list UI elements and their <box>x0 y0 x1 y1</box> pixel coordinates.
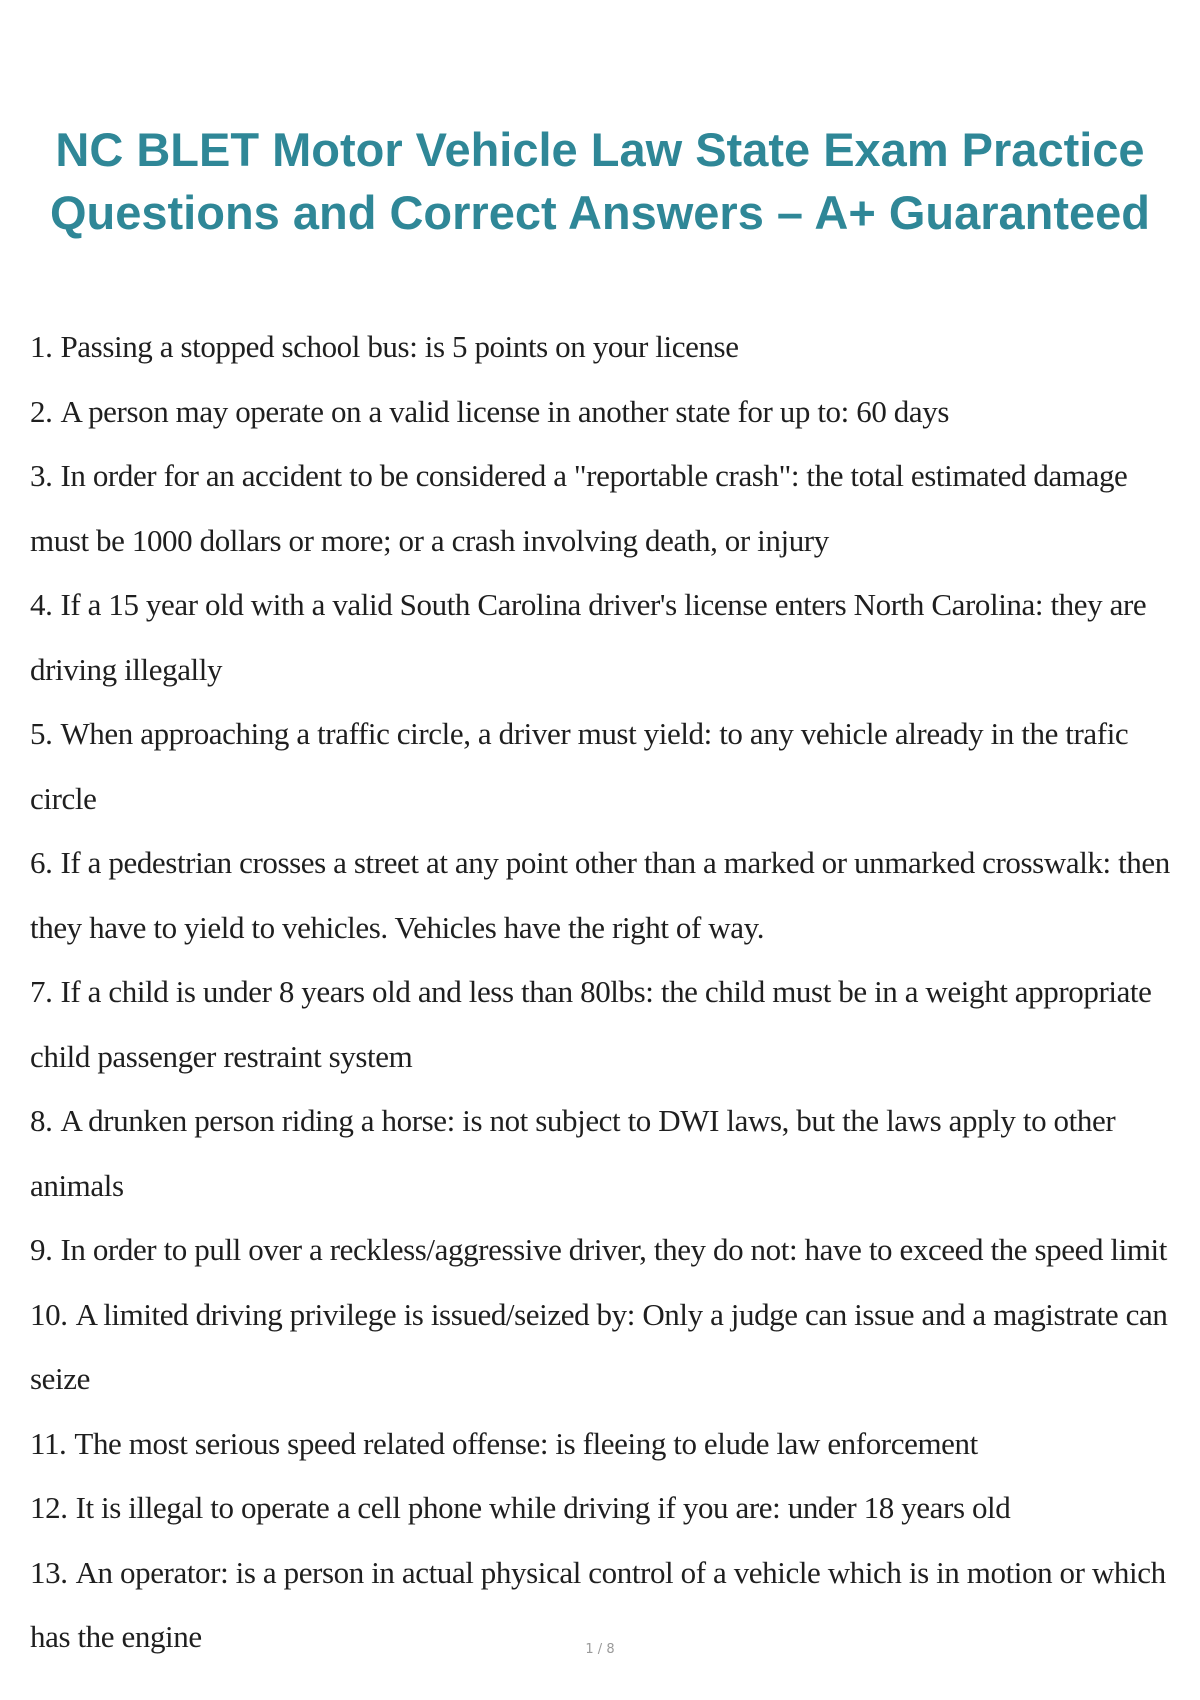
title-line-2: Questions and Correct Answers – A+ Guaranteed <box>49 186 1151 239</box>
answer-text: then they have to yield to vehicles. Vehicles have the right of way. <box>30 845 1170 945</box>
item-number: 9. <box>30 1232 53 1267</box>
answer-text: is a person in actual physical control of a vehicle which is in motion or which has the engine <box>30 1554 1166 1654</box>
item-number: 8. <box>30 1103 53 1138</box>
answer-text: is not subject to DWI laws, but the laws apply to other animals <box>30 1103 1116 1203</box>
item-number: 5. <box>30 716 53 751</box>
answer-text: the total estimated damage must be 1000 dollars or more; or a crash involving death, or injury <box>30 458 1128 558</box>
item-number: 3. <box>30 458 53 493</box>
qa-item <box>30 380 1170 445</box>
question-text: The most serious speed related offense: <box>74 1425 549 1461</box>
qa-item <box>30 573 1170 702</box>
answer-text: Only a judge can issue and a magistrate can seize <box>30 1296 1168 1396</box>
item-number: 13. <box>30 1554 68 1590</box>
answer-text: have to exceed the speed limit <box>804 1232 1167 1267</box>
item-number: 4. <box>30 587 53 622</box>
answer-text: is 5 points on your license <box>424 329 739 364</box>
answer-text: they are driving illegally <box>30 587 1147 687</box>
question-text: If a pedestrian crosses a street at any point other than a marked or unmarked crosswalk: <box>60 845 1111 880</box>
qa-item <box>30 702 1170 831</box>
question-text: If a child is under 8 years old and less than 80lbs: <box>60 974 654 1009</box>
question-text: A person may operate on a valid license in another state for up to: <box>60 393 849 429</box>
qa-item <box>30 1283 1170 1412</box>
title-line-1: NC BLET Motor Vehicle Law State Exam Practice <box>55 123 1145 176</box>
answer-text: to any vehicle already in the trafic circle <box>30 716 1129 816</box>
qa-item <box>30 1476 1170 1541</box>
question-text: An operator: <box>75 1554 229 1590</box>
qa-item <box>30 315 1170 380</box>
question-text: Passing a stopped school bus: <box>60 329 418 364</box>
question-text: A drunken person riding a horse: <box>60 1103 455 1138</box>
question-text: A limited driving privilege is issued/seized by: <box>75 1296 635 1332</box>
question-text: In order for an accident to be considered a "reportable crash": <box>60 458 800 493</box>
item-number: 10. <box>30 1296 68 1332</box>
question-text: When approaching a traffic circle, a driver must yield: <box>60 716 712 751</box>
answer-text: is fleeing to elude law enforcement <box>555 1425 978 1461</box>
item-number: 6. <box>30 845 53 880</box>
answer-text: 60 days <box>856 393 950 429</box>
qa-item <box>30 1412 1170 1477</box>
page-indicator: 1 / 8 <box>585 1642 615 1657</box>
page-title <box>40 118 1160 244</box>
answer-text: under 18 years old <box>787 1490 1011 1525</box>
item-number: 12. <box>30 1490 68 1525</box>
item-number: 2. <box>30 393 53 429</box>
qa-item <box>30 444 1170 573</box>
question-text: It is illegal to operate a cell phone while driving if you are: <box>75 1490 781 1525</box>
item-number: 11. <box>30 1425 67 1461</box>
question-text: If a 15 year old with a valid South Carolina driver's license enters North Carolina: <box>60 587 1044 622</box>
item-number: 1. <box>30 329 53 364</box>
qa-item <box>30 1089 1170 1218</box>
qa-list <box>30 315 1170 1670</box>
qa-item <box>30 1218 1170 1283</box>
answer-text: the child must be in a weight appropriate child passenger restraint system <box>30 974 1152 1074</box>
qa-item <box>30 831 1170 960</box>
qa-item <box>30 960 1170 1089</box>
question-text: In order to pull over a reckless/aggressive driver, they do not: <box>60 1232 798 1267</box>
item-number: 7. <box>30 974 53 1009</box>
